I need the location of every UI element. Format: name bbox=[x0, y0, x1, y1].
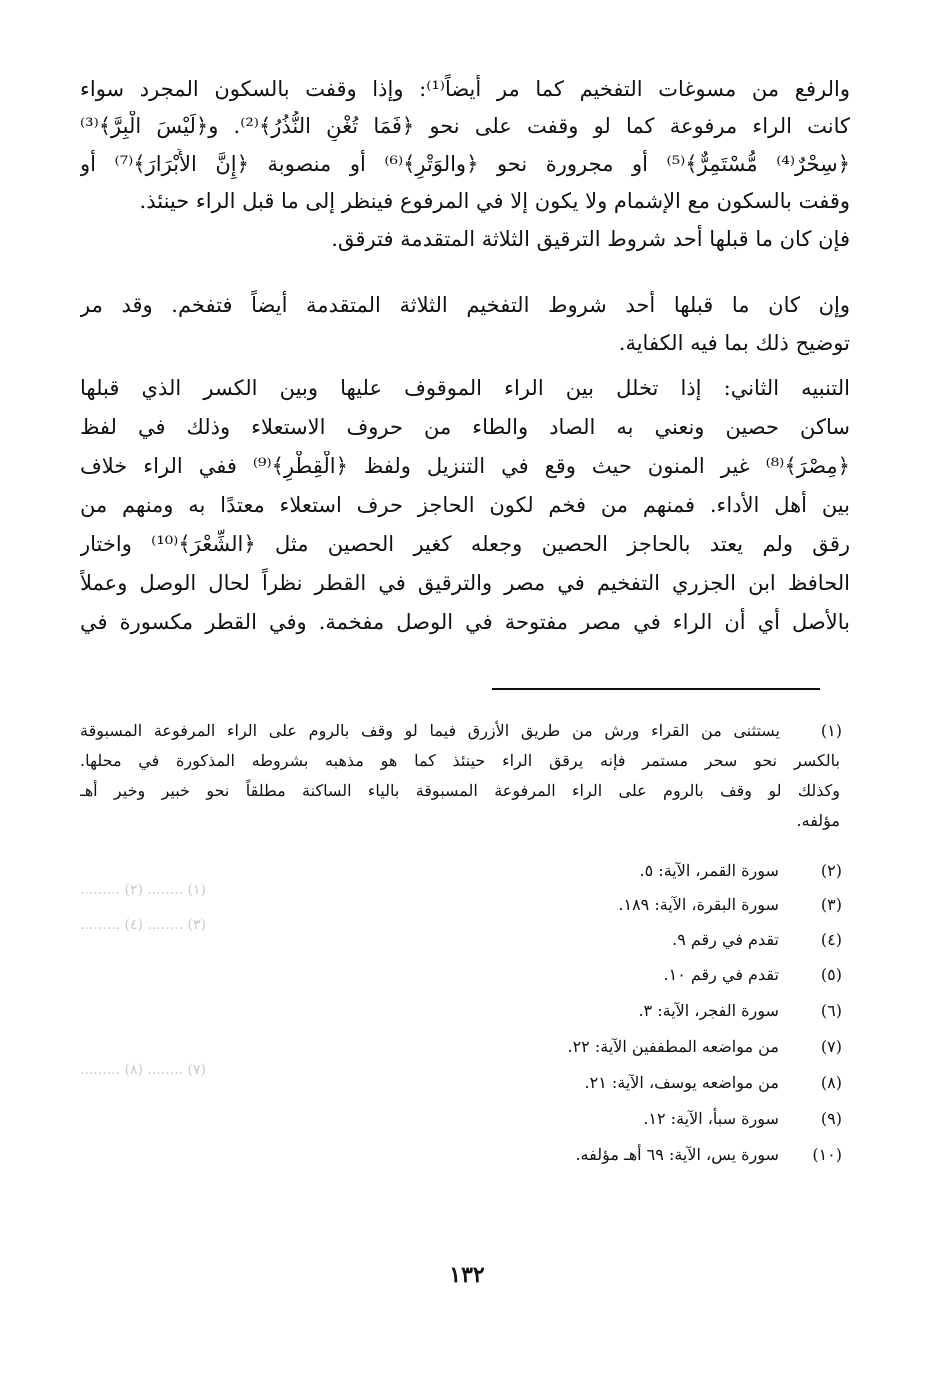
footnote-7 bbox=[567, 1034, 842, 1060]
footnote-1-line-1: يستثنى من القراء ورش من طريق الأزرق فيما لو وقف بالروم على الراء المرفوعة المسبوقة bbox=[80, 721, 780, 740]
footnote-9 bbox=[643, 1106, 842, 1132]
body-line-5: فإن كان ما قبلها أحد شروط الترقيق الثلاثة المتقدمة فترقق. bbox=[331, 227, 850, 251]
footnote-1-number: (١) bbox=[820, 721, 842, 740]
body-line-11: بين أهل الأداء. فمنهم من فخم لكون الحاجز حرف استعلاء معتدًا به ومنهم من bbox=[80, 493, 850, 517]
body-line-14: بالأصل أي أن الراء في مصر مفتوحة في الوصل مفخمة. وفي القطر مكسورة في bbox=[80, 610, 850, 634]
body-line-12: رقق ولم يعتد بالحاجز الحصين وجعله كغير الحصين مثل ﴿الشِّعْرَ﴾⁽¹⁰⁾ واختار bbox=[80, 532, 850, 556]
footnote-number: (٨) bbox=[820, 1073, 842, 1092]
footnote-8 bbox=[585, 1070, 842, 1096]
footnote-text: سورة يس، الآية: ٦٩ أهـ مؤلفه. bbox=[575, 1145, 779, 1164]
footnote-6 bbox=[638, 998, 842, 1024]
body-line-10: ﴿مِصْرَ﴾⁽⁸⁾ غير المنون حيث وقع في التنزيل ولفظ ﴿الْقِطْرِ﴾⁽⁹⁾ ففي الراء خلاف bbox=[80, 454, 850, 478]
body-line-1: والرفع من مسوغات التفخيم كما مر أيضاً⁽¹⁾: وإذا وقفت بالسكون المجرد سواء bbox=[80, 77, 850, 101]
footnote-number: (٦) bbox=[820, 1001, 842, 1020]
page-number: ١٣٢ bbox=[449, 1262, 485, 1288]
footnote-number: (٢) bbox=[820, 861, 842, 880]
footnote-3 bbox=[618, 892, 842, 918]
body-line-9: ساكن حصين ونعني به الصاد والطاء من حروف الاستعلاء وذلك في لفظ bbox=[80, 415, 850, 439]
footnote-4 bbox=[672, 927, 842, 953]
footnote-text: تقدم في رقم ١٠. bbox=[663, 965, 779, 984]
footnote-5 bbox=[664, 962, 843, 988]
footnote-text: سورة البقرة، الآية: ١٨٩. bbox=[618, 895, 779, 914]
footnote-1-line-4: مؤلفه. bbox=[796, 811, 840, 830]
footnote-text: تقدم في رقم ٩. bbox=[672, 930, 779, 949]
footnote-number: (١٠) bbox=[812, 1145, 842, 1164]
footnote-text: من مواضعه يوسف، الآية: ٢١. bbox=[584, 1073, 779, 1092]
body-line-8: التنبيه الثاني: إذا تخلل بين الراء الموقوف عليها وبين الكسر الذي قبلها bbox=[80, 376, 850, 400]
footnote-10 bbox=[575, 1142, 842, 1168]
body-line-2: كانت الراء مرفوعة كما لو وقفت على نحو ﴿فَمَا تُغْنِ النُّذُرُ﴾⁽²⁾. و﴿لَيْسَ الْبِرَّ﴾⁽³⁾ bbox=[80, 114, 850, 138]
footnote-1-line-3: وكذلك لو وقف بالروم على الراء المرفوعة المسبوقة بالياء الساكنة مطلقاً نحو خبير وخير أهـ bbox=[80, 781, 840, 800]
bleed-through-text: (١) ........ (٢) ......... bbox=[80, 882, 206, 898]
footnote-separator bbox=[492, 688, 820, 690]
body-line-3: ﴿سِحْرٌ⁽⁴⁾ مُّسْتَمِرٌّ﴾⁽⁵⁾ أو مجرورة نحو ﴿والوَتْرِ﴾⁽⁶⁾ أو منصوبة ﴿إِنَّ الأَبْرَارَ﴾⁽⁷⁾ أو bbox=[80, 152, 850, 176]
body-line-6: وإن كان ما قبلها أحد شروط التفخيم الثلاثة المتقدمة أيضاً فتفخم. وقد مر bbox=[80, 293, 850, 317]
body-line-4: وقفت بالسكون مع الإشمام ولا يكون إلا في المرفوع فينظر إلى ما قبل الراء حينئذ. bbox=[139, 189, 850, 213]
footnote-number: (٧) bbox=[820, 1037, 842, 1056]
footnote-number: (٣) bbox=[820, 895, 842, 914]
footnote-number: (٤) bbox=[820, 930, 842, 949]
footnote-text: سورة الفجر، الآية: ٣. bbox=[638, 1001, 779, 1020]
footnote-1-line-2: بالكسر نحو سحر مستمر فإنه يرقق الراء حينئذ كما هو مذهبه بشروطه المذكورة في محلها. bbox=[80, 751, 840, 770]
footnote-number: (٩) bbox=[820, 1109, 842, 1128]
footnote-number: (٥) bbox=[820, 965, 842, 984]
footnote-2 bbox=[640, 858, 842, 884]
body-line-13: الحافظ ابن الجزري التفخيم في مصر والترقيق في القطر نظراً لحال الوصل وعملاً bbox=[80, 571, 850, 595]
footnote-text: من مواضعه المطففين الآية: ٢٢. bbox=[567, 1037, 779, 1056]
footnote-text: سورة القمر، الآية: ٥. bbox=[639, 861, 779, 880]
body-line-7: توضيح ذلك بما فيه الكفاية. bbox=[618, 331, 850, 355]
bleed-through-text: (٣) ........ (٤) ......... bbox=[80, 917, 206, 933]
footnote-text: سورة سبأ، الآية: ١٢. bbox=[643, 1109, 779, 1128]
bleed-through-text: (٧) ........ (٨) ......... bbox=[80, 1062, 206, 1078]
